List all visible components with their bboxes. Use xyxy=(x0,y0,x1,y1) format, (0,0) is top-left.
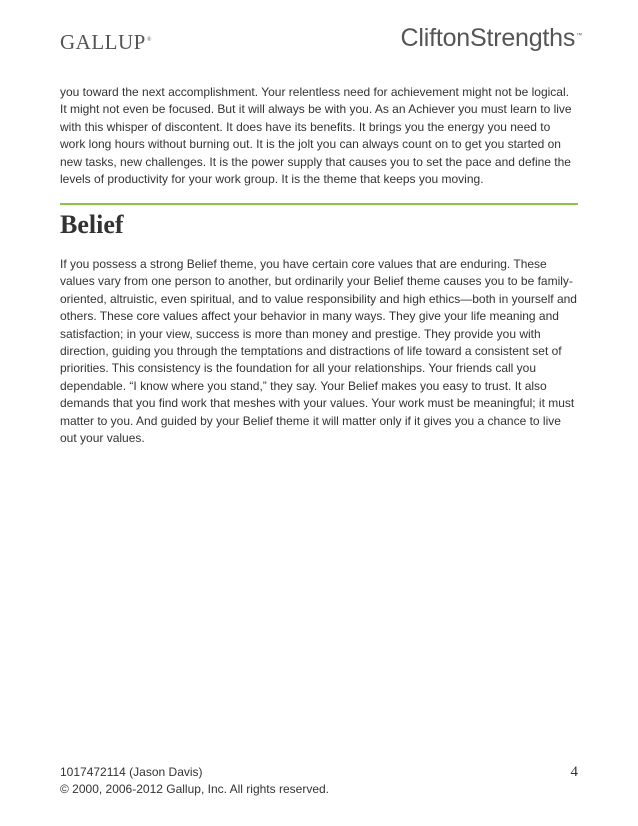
section-title-belief: Belief xyxy=(60,210,124,239)
registered-mark: ® xyxy=(146,37,152,43)
gallup-logo xyxy=(60,30,152,55)
cliftonstrengths-logo xyxy=(401,24,582,53)
achiever-continued-paragraph: you toward the next accomplishment. Your relentless need for achievement might not be logical. It might not even be focused. But it will always be with you. As an Achiever you must learn to live with this whisper of discontent. It does have its benefits. It brings you the energy you need to work long hours without burning out. It is the jolt you can always count on to get you started on new tasks, new challenges. It is the power supply that causes you to set the pace and define the levels of productivity for your work group. It is the theme that keeps you moving. xyxy=(60,85,572,187)
belief-paragraph: If you possess a strong Belief theme, you have certain core values that are enduring. These values vary from one person to another, but ordinarily your Belief theme causes you to be family-oriented, altruistic, even spiritual, and to value responsibility and high ethics—both in yourself and others. These core values affect your behavior in many ways. They give your life meaning and satisfaction; in your view, success is more than money and prestige. They provide you with direction, guiding you through the temptations and distractions of life toward a consistent set of priorities. This consistency is the foundation for all your relationships. Your friends call you dependable. “I know where you stand,” they say. Your Belief makes you easy to trust. It also demands that you find work that meshes with your values. Your work must be meaningful; it must matter to you. And guided by your Belief theme it will matter only if it gives you a chance to live out your values. xyxy=(60,257,577,446)
page-number: 4 xyxy=(570,764,578,780)
footer-user-id: 1017472114 (Jason Davis) xyxy=(60,765,203,779)
trademark-mark: ™ xyxy=(576,32,582,39)
footer-copyright: © 2000, 2006-2012 Gallup, Inc. All rights reserved. xyxy=(60,782,329,796)
cliftonstrengths-logo-text: CliftonStrengths xyxy=(400,24,576,52)
gallup-logo-text: GALLUP xyxy=(60,30,146,54)
section-divider xyxy=(60,203,578,205)
